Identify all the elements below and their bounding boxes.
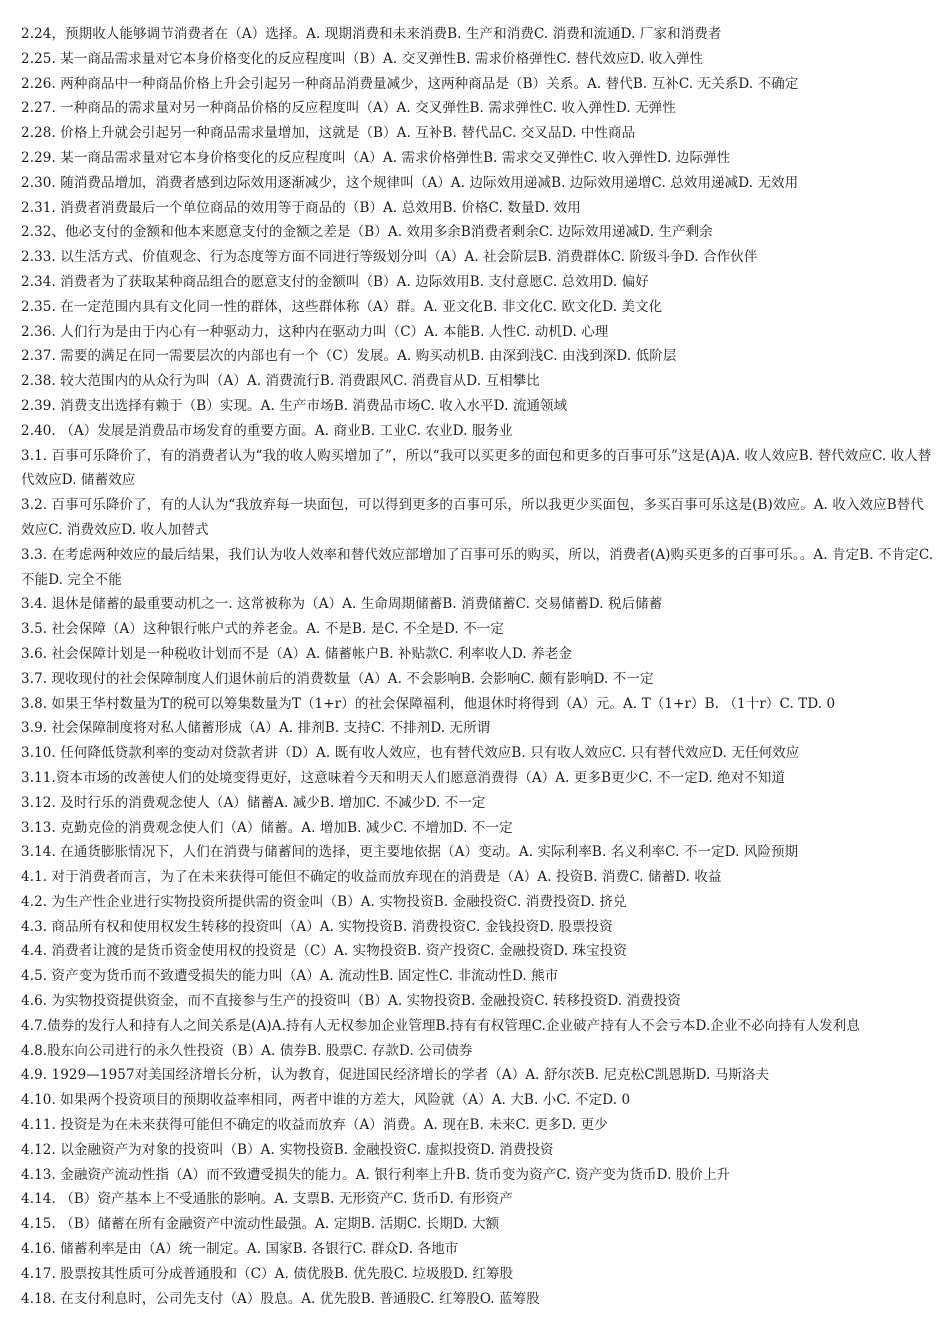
question-line: 4.12. 以金融资产为对象的投资叫（B）A. 实物投资B. 金融投资C. 虚拟投资D. 消费投资 — [21, 1141, 554, 1158]
question-line: 2.26. 两种商品中一种商品价格上升会引起另一种商品消费量减少，这两种商品是（B）关系。A. 替代B. 互补C. 无关系D. 不确定 — [21, 75, 799, 92]
question-line: 3.11.资本市场的改善使人们的处境变得更好，这意味着今天和明天人们愿意消费得（A）A. 更多B更少C. 不一定D. 绝对不知道 — [21, 769, 786, 786]
question-line: 4.18. 在支付利息时，公司先支付（A）股息。A. 优先股B. 普通股C. 红筹股O. 蓝筹股 — [21, 1290, 540, 1307]
question-line: 3.13. 克勤克俭的消费观念使人们（A）储蓄。A. 增加B. 减少C. 不增加D. 不一定 — [21, 819, 513, 836]
question-line: 4.8.股东向公司进行的永久性投资（B）A. 债券B. 股票C. 存款D. 公司债券 — [21, 1042, 473, 1059]
question-line: 4.11. 投资是为在未来获得可能但不确定的收益而放弃（A）消费。A. 现在B. 未来C. 更多D. 更少 — [21, 1117, 608, 1134]
question-line: 2.30. 随消费品增加，消费者感到边际效用逐渐减少，这个规律叫（A）A. 边际效用递减B. 边际效用递增C. 总效用递减D. 无效用 — [21, 174, 799, 191]
question-line: 2.36. 人们行为是由于内心有一种驱动力，这种内在驱动力叫（C）A. 本能B. 人性C. 动机D. 心理 — [21, 323, 609, 340]
question-line: 2.24，预期收人能够调节消费者在（A）选择。A. 现期消费和未来消费B. 生产和消费C. 消费和流通D. 厂家和消费者 — [21, 26, 722, 42]
question-line: 4.6. 为实物投资提供资金，而不直接参与生产的投资叫（B）A. 实物投资B. 金融投资C. 转移投资D. 消费投资 — [21, 993, 681, 1010]
question-line: 2.32、他必支付的金额和他本来愿意支付的金额之差是（B）A. 效用多余B消费者剩余C. 边际效用递减D. 生产剩余 — [21, 224, 713, 241]
question-line: 4.14. （B）资产基本上不受通胀的影响。A. 支票B. 无形资产C. 货币D. 有形资产 — [21, 1191, 513, 1208]
question-line: 3.12. 及时行乐的消费观念使人（A）储蓄A. 减少B. 增加C. 不减少D. 不一定 — [21, 794, 486, 811]
question-line: 4.16. 储蓄利率是由（A）统一制定。A. 国家B. 各银行C. 群众D. 各地市 — [21, 1241, 459, 1258]
question-line: 2.28. 价格上升就会引起另一种商品需求量增加，这就是（B）A. 互补B. 替代品C. 交叉品D. 中性商品 — [21, 125, 636, 142]
question-line: 2.38. 较大范围内的从众行为叫（A）A. 消费流行B. 消费跟风C. 消费盲从D. 互相攀比 — [21, 373, 540, 390]
question-line: 2.33. 以生活方式、价值观念、行为态度等方面不同进行等级划分叫（A）A. 社会阶层B. 消费群体C. 阶级斗争D. 合作伙伴 — [21, 249, 758, 266]
question-line: 3.14. 在通货膨胀情况下，人们在消费与储蓄间的选择，更主要地依据（A）变动。A. 实际利率B. 名义利率C. 不一定D. 风险预期 — [21, 844, 799, 861]
question-line: 2.25. 某一商品需求量对它本身价格变化的反应程度叫（B）A. 交叉弹性B. 需求价格弹性C. 替代效应D. 收入弹性 — [21, 50, 704, 67]
question-line: 3.4. 退休是储蓄的最重要动机之一. 这常被称为（A）A. 生命周期储蓄B. 消费储蓄C. 交易储蓄D. 税后储蓄 — [21, 596, 663, 613]
question-line: 4.4. 消费者让渡的是货币资金使用权的投资是（C）A. 实物投资B. 资产投资C. 金融投资D. 珠宝投资 — [21, 943, 627, 960]
question-line: 4.17. 股票按其性质可分成普通股和（C）A. 债优股B. 优先股C. 垃圾股D. 红筹股 — [21, 1265, 514, 1282]
question-line: 2.40. （A）发展是消费品市场发育的重要方面。A. 商业B. 工业C. 农业D. 服务业 — [21, 422, 513, 439]
question-line: 4.10. 如果两个投资项目的预期收益率相同，两者中谁的方差大，风险就（A）A. 大B. 小C. 不定D. 0 — [21, 1092, 631, 1109]
question-line: 3.3. 在考虑两种效应的最后结果，我们认为收人效率和替代效应部增加了百事可乐的购买，所以，消费者(A)购买更多的百事可乐。。A. 肯定B. 不肯定C. 不能D. 完全不能 — [21, 546, 934, 588]
question-line: 3.1. 百事可乐降价了，有的消费者认为“我的收人购买增加了”，所以“我可以买更多的面包和更多的百事可乐”这是(A)A. 收人效应B. 替代效应C. 收人替代效应D. 储蓄效应 — [21, 447, 932, 489]
question-line: 4.13. 金融资产流动性指（A）而不致遭受损失的能力。A. 银行利率上升B. 货币变为资产C. 资产变为货币D. 股价上升 — [21, 1166, 731, 1183]
question-line: 4.2. 为生产性企业进行实物投资所提供需的资金叫（B）A. 实物投资B. 金融投资C. 消费投资D. 挤兑 — [21, 893, 627, 910]
question-line: 4.9. 1929—1957对美国经济增长分析，认为教育，促进国民经济增长的学者（A）A. 舒尔茨B. 尼克松C凯恩斯D. 马斯洛夫 — [21, 1067, 770, 1084]
question-line: 3.7. 现收现付的社会保障制度人们退休前后的消费数量（A）A. 不会影响B. 会影响C. 颇有影响D. 不一定 — [21, 670, 654, 687]
question-line: 2.31. 消费者消费最后一个单位商品的效用等于商品的（B）A. 总效用B. 价格C. 数量D. 效用 — [21, 199, 581, 216]
question-line: 4.7.债券的发行人和持有人之间关系是(A)A.持有人无权参加企业管理B.持有有权管理C.企业破产持有人不会亏本D.企业不必向持有人发利息 — [21, 1017, 860, 1034]
question-line: 3.6. 社会保障计划是一种税收计划而不是（A）A. 储蓄帐户B. 补贴款C. 利率收人D. 养老金 — [21, 645, 572, 662]
question-line: 3.8. 如果王华村数量为T的税可以筹集数量为T（1+r）的社会保障福利，他退休时将得到（A）元。A. T（1+r）B. （1十r）C. TD. 0 — [21, 695, 836, 712]
question-line: 3.5. 社会保障（A）这种银行帐户式的养老金。A. 不是B. 是C. 不全是D. 不一定 — [21, 621, 504, 638]
question-line: 2.34. 消费者为了获取某种商品组合的愿意支付的金额叫（B）A. 边际效用B. 支付意愿C. 总效用D. 偏好 — [21, 273, 649, 290]
question-line: 2.35. 在一定范围内具有文化同一性的群体，这些群体称（A）群。A. 亚文化B. 非文化C. 欧文化D. 美文化 — [21, 298, 663, 315]
question-line: 3.10. 任何降低贷款利率的变动对贷款者讲（D）A. 既有收人效应，也有替代效应B. 只有收人效应C. 只有替代效应D. 无任何效应 — [21, 745, 800, 762]
question-line: 2.27. 一种商品的需求量对另一种商品价格的反应程度叫（A）A. 交叉弹性B. 需求弹性C. 收入弹性D. 无弹性 — [21, 100, 676, 117]
document-page — [21, 22, 935, 1311]
question-line: 4.1. 对于消费者而言，为了在未来获得可能但不确定的收益而放弃现在的消费是（A）A. 投资B. 消费C. 储蓄D. 收益 — [21, 869, 722, 886]
question-line: 4.5. 资产变为货币而不致遭受损失的能力叫（A）A. 流动性B. 固定性C. 非流动性D. 熊市 — [21, 968, 559, 985]
question-line: 3.2. 百事可乐降价了，有的人认为“我放弃每一块面包，可以得到更多的百事可乐，所以我更少买面包，多买百事可乐这是(B)效应。A. 收入效应B替代效应C. 消费效应D. 收人加替式 — [21, 497, 924, 538]
question-line: 2.39. 消费支出选择有赖于（B）实现。A. 生产市场B. 消费品市场C. 收入水平D. 流通领域 — [21, 397, 568, 414]
question-line: 2.29. 某一商品需求量对它本身价格变化的反应程度叫（A）A. 需求价格弹性B. 需求交叉弹性C. 收入弹性D. 边际弹性 — [21, 149, 731, 166]
question-line: 4.3. 商品所有权和使用权发生转移的投资叫（A）A. 实物投资B. 消费投资C. 金钱投资D. 股票投资 — [21, 918, 613, 935]
question-line: 2.37. 需要的满足在同一需要层次的内部也有一个（C）发展。A. 购买动机B. 由深到浅C. 由浅到深D. 低阶层 — [21, 348, 677, 365]
question-line: 4.15. （B）储蓄在所有金融资产中流动性最强。A. 定期B. 活期C. 长期D. 大额 — [21, 1216, 500, 1233]
question-line: 3.9. 社会保障制度将对私人储蓄形成（A）A. 排剂B. 支持C. 不排剂D. 无所谓 — [21, 720, 491, 737]
